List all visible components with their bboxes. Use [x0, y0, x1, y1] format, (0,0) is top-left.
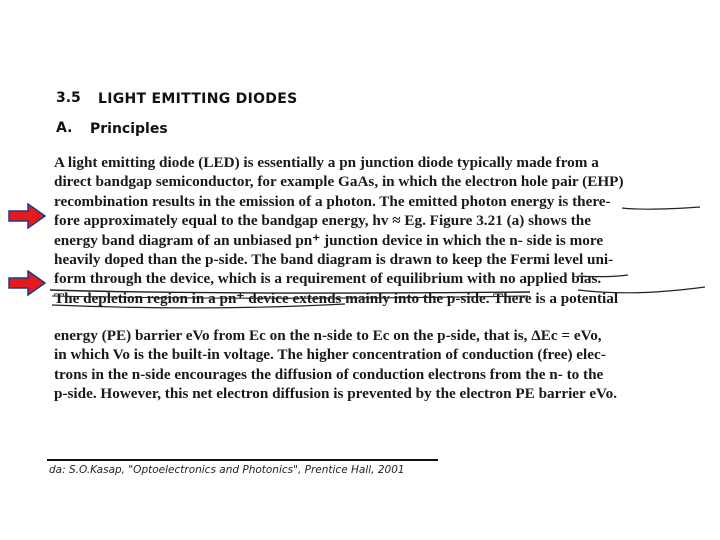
paragraph-line: fore approximately equal to the bandgap energy, hv ≈ Eg. Figure 3.21 (a) shows the [54, 212, 591, 230]
subsection-title: Principles [90, 121, 168, 137]
paragraph-line: trons in the n-side encourages the diffusion of conduction electrons from the n- to the [54, 365, 604, 383]
red-right-arrow-icon [8, 270, 46, 296]
paragraph-line: energy band diagram of an unbiased pn⁺ junction device in which the n- side is more [54, 231, 604, 249]
paragraph-line: p-side. However, this net electron diffusion is prevented by the electron PE barrier eVo. [54, 385, 618, 403]
paragraph-line: form through the device, which is a requirement of equilibrium with no applied bias. [54, 270, 602, 288]
paragraph-line: energy (PE) barrier eVo from Ec on the n-side to Ec on the p-side, that is, ΔEc = eVo, [54, 327, 602, 344]
section-title: LIGHT EMITTING DIODES [98, 91, 298, 107]
paragraph-line: recombination results in the emission of a photon. The emitted photon energy is there- [54, 192, 611, 210]
section-number: 3.5 [56, 90, 81, 106]
subsection-letter: A. [56, 120, 73, 136]
paragraph-line: direct bandgap semiconductor, for example GaAs, in which the electron hole pair (EHP) [54, 173, 624, 191]
paragraph-2 [54, 326, 704, 404]
paragraph-line: A light emitting diode (LED) is essentially a pn junction diode typically made from a [54, 154, 599, 171]
paragraph-line: heavily doped than the p-side. The band diagram is drawn to keep the Fermi level uni- [54, 250, 614, 268]
red-right-arrow-icon [8, 203, 46, 229]
paragraph-1 [54, 153, 704, 308]
source-caption: da: S.O.Kasap, "Optoelectronics and Photonics", Prentice Hall, 2001 [49, 464, 405, 476]
paragraph-line: The depletion region in a pn⁺ device extends mainly into the p-side. There is a potential [54, 289, 619, 307]
paragraph-line: in which Vo is the built-in voltage. The higher concentration of conduction (free) elec- [54, 346, 606, 364]
footnote-divider [47, 459, 438, 461]
